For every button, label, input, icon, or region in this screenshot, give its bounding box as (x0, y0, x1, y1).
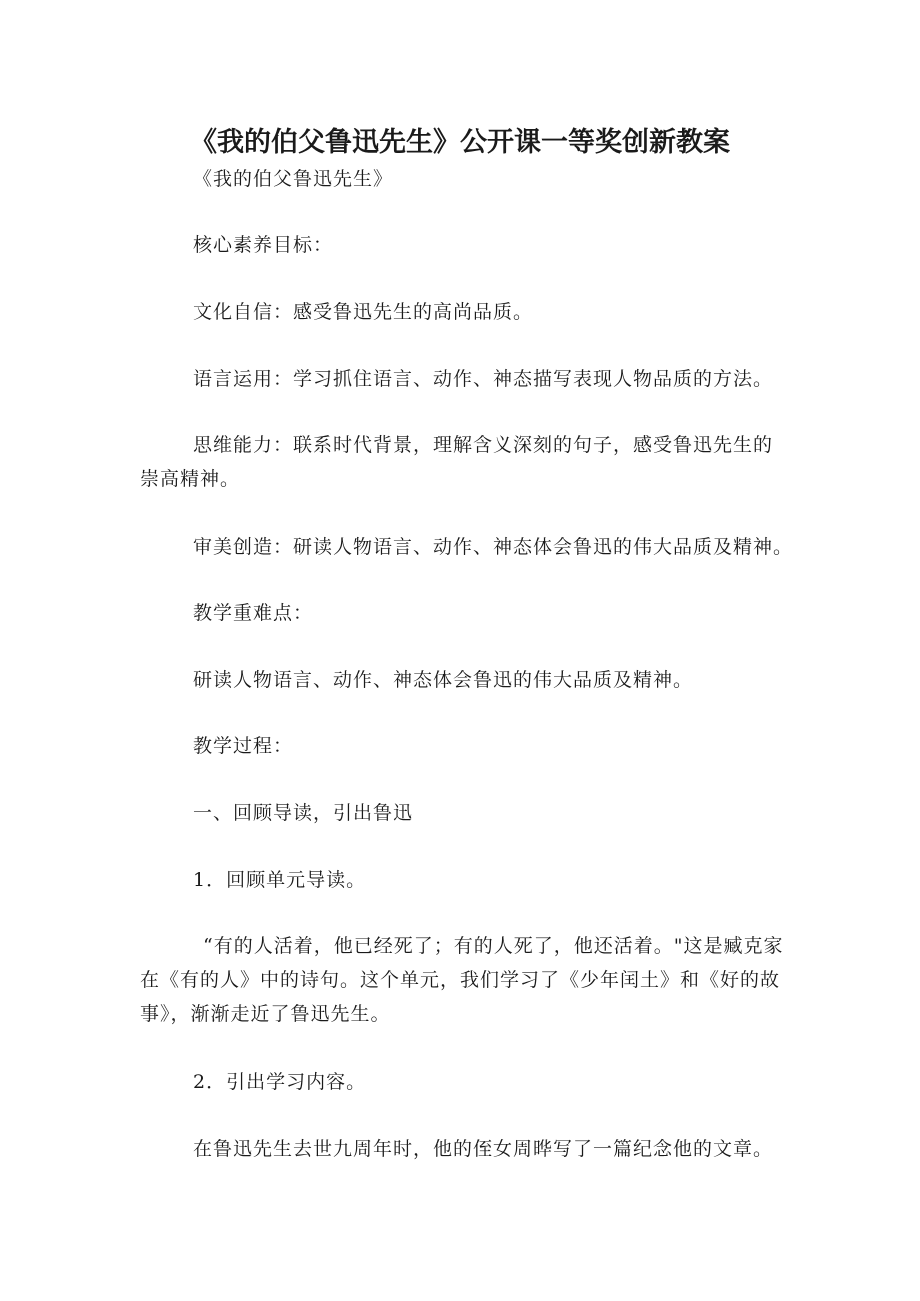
item-1: 1．回顾单元导读。 (193, 869, 367, 891)
key-points: 研读人物语言、动作、神态体会鲁迅的伟大品质及精神。 (193, 669, 694, 691)
goal-thinking-line2: 崇高精神。 (140, 468, 241, 490)
section-1-heading: 一、回顾导读，引出鲁迅 (193, 802, 414, 824)
goal-thinking-line1: 思维能力：联系时代背景，理解含义深刻的句子，感受鲁迅先生的 (193, 434, 774, 456)
key-points-heading: 教学重难点： (193, 602, 314, 624)
subtitle: 《我的伯父鲁迅先生》 (193, 168, 394, 190)
process-heading: 教学过程： (193, 735, 294, 757)
quote-line-3: 事》，渐渐走近了鲁迅先生。 (140, 1003, 391, 1025)
quote-line-2: 在《有的人》中的诗句。这个单元，我们学习了《少年闰土》和《好的故 (140, 969, 781, 991)
item-2: 2．引出学习内容。 (193, 1071, 367, 1093)
document-title: 《我的伯父鲁迅先生》公开课一等奖创新教案 (190, 127, 730, 158)
core-goals-heading: 核心素养目标： (193, 234, 334, 256)
goal-language: 语言运用：学习抓住语言、动作、神态描写表现人物品质的方法。 (193, 368, 774, 390)
last-paragraph: 在鲁迅先生去世九周年时，他的侄女周晔写了一篇纪念他的文章。 (193, 1138, 774, 1160)
quote-line-1: “有的人活着，他已经死了；有的人死了，他还活着。"这是臧克家 (203, 935, 784, 957)
goal-culture: 文化自信：感受鲁迅先生的高尚品质。 (193, 301, 534, 323)
goal-aesthetic: 审美创造：研读人物语言、动作、神态体会鲁迅的伟大品质及精神。 (193, 536, 794, 558)
